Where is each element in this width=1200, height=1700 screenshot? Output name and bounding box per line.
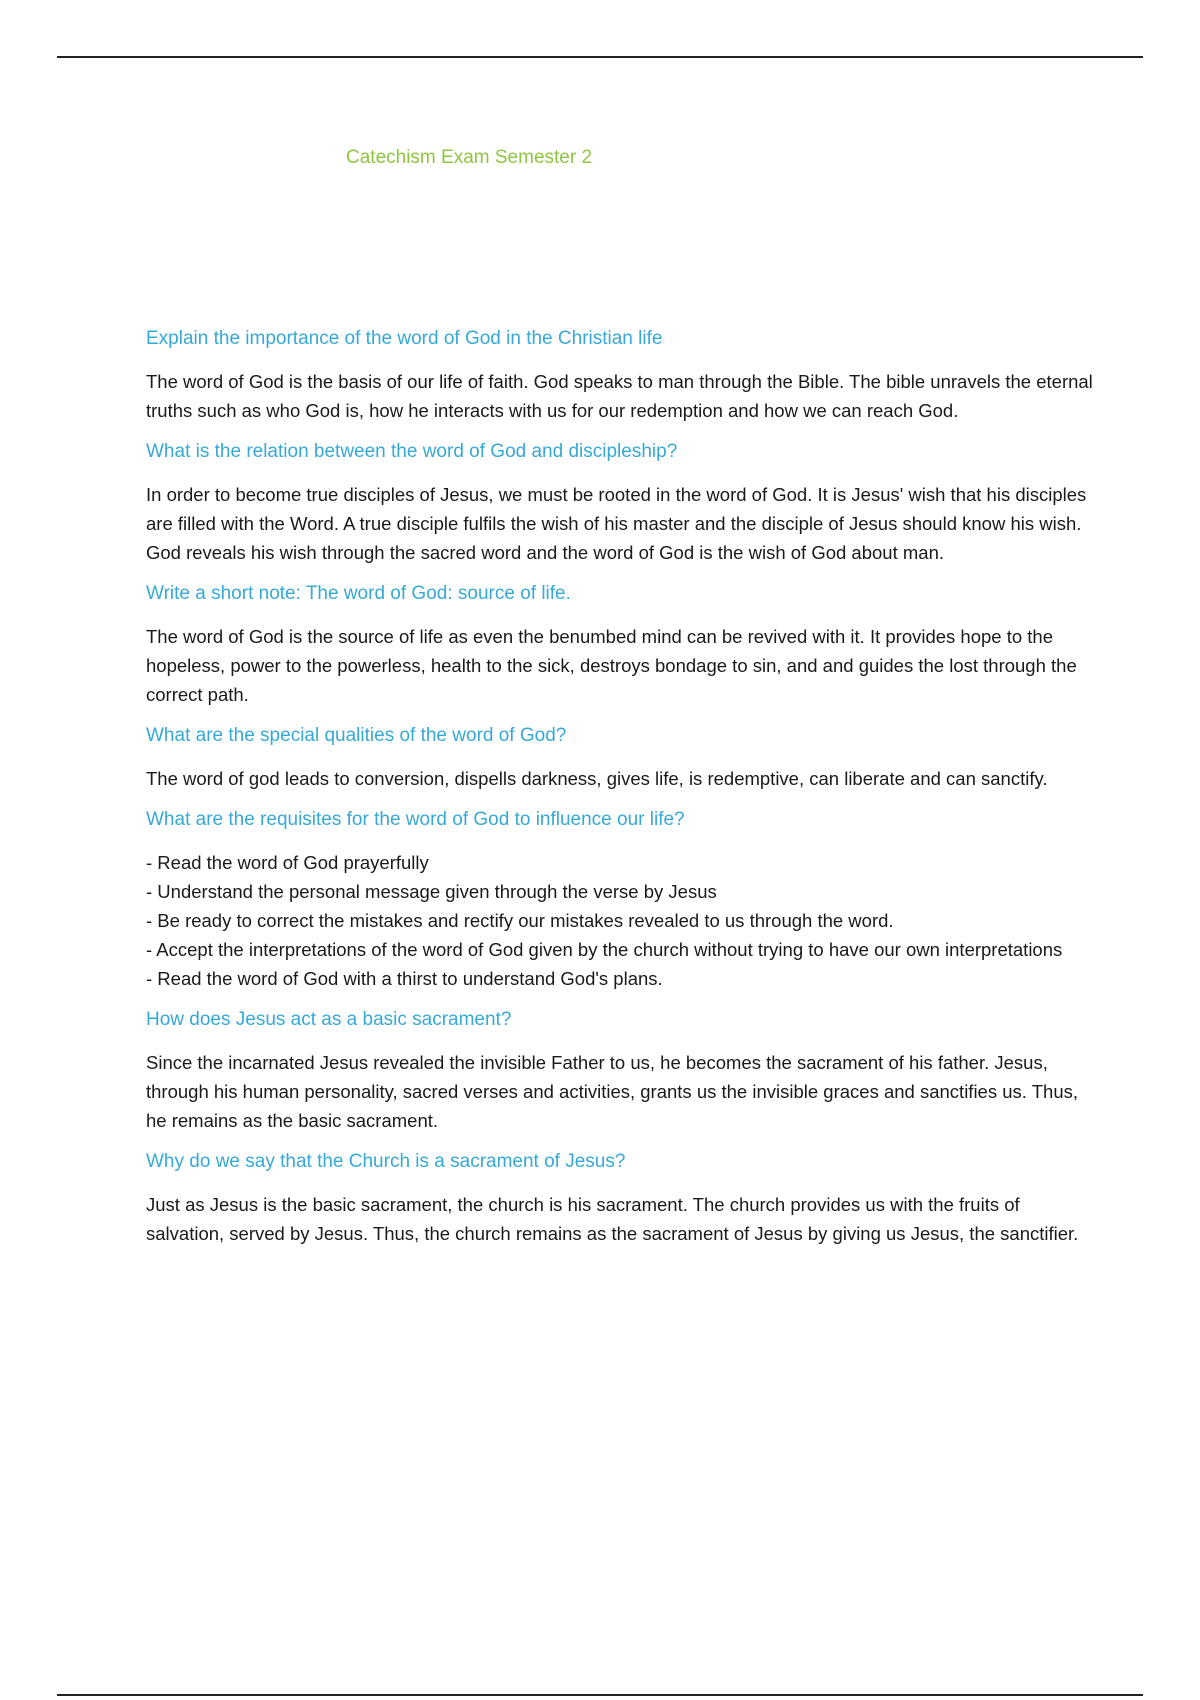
answer-paragraph: The word of God is the source of life as even the benumbed mind can be revived with it. It provides hope to the hopeless, power to the powerless, health to the sick, destroys bondage to sin, and and guides the lost through the correct path. — [146, 626, 1077, 705]
answer-paragraph: Just as Jesus is the basic sacrament, the church is his sacrament. The church provides us with the fruits of salvation, served by Jesus. Thus, the church remains as the sacrament of Jesus by giving us Jesus, the sanctifier. — [146, 1194, 1079, 1244]
question-heading: What are the special qualities of the word of God? — [146, 725, 567, 746]
answer-list-item: - Read the word of God with a thirst to understand God's plans. — [146, 968, 663, 989]
qa-section — [146, 1007, 1096, 1135]
answer-paragraph: The word of god leads to conversion, dispells darkness, gives life, is redemptive, can liberate and can sanctify. — [146, 768, 1048, 789]
question-heading: What is the relation between the word of God and discipleship? — [146, 441, 678, 462]
question-heading: Why do we say that the Church is a sacrament of Jesus? — [146, 1151, 626, 1172]
question-heading: Write a short note: The word of God: source of life. — [146, 583, 571, 604]
question-heading: What are the requisites for the word of God to influence our life? — [146, 809, 685, 830]
answer-list-item: - Be ready to correct the mistakes and rectify our mistakes revealed to us through the word. — [146, 910, 894, 931]
answer-list-item: - Read the word of God prayerfully — [146, 852, 429, 873]
question-heading: Explain the importance of the word of God in the Christian life — [146, 328, 663, 349]
page-top-rule — [57, 56, 1143, 58]
qa-section — [146, 439, 1096, 567]
answer-list-item: - Accept the interpretations of the word of God given by the church without trying to have our own interpretations — [146, 939, 1063, 960]
answer-paragraph: The word of God is the basis of our life of faith. God speaks to man through the Bible. The bible unravels the eternal truths such as who God is, how he interacts with us for our redemption and how we can reach God. — [146, 371, 1093, 421]
answer-paragraph: Since the incarnated Jesus revealed the invisible Father to us, he becomes the sacrament of his father. Jesus, through his human personality, sacred verses and activities, grants us the invisible graces and sanctifies us. Thus, he remains as the basic sacrament. — [146, 1052, 1078, 1131]
answer-paragraph: In order to become true disciples of Jesus, we must be rooted in the word of God. It is Jesus' wish that his disciples are filled with the Word. A true disciple fulfils the wish of his master and the disciple of Jesus should know his wish. God reveals his wish through the sacred word and the word of God is the wish of God about man. — [146, 484, 1087, 563]
qa-section — [146, 723, 1096, 793]
document-body — [146, 326, 1096, 1262]
question-heading: How does Jesus act as a basic sacrament? — [146, 1009, 512, 1030]
qa-section — [146, 1149, 1096, 1248]
answer-list-item: - Understand the personal message given through the verse by Jesus — [146, 881, 717, 902]
answer-list — [146, 848, 1096, 993]
qa-section — [146, 581, 1096, 709]
document-title: Catechism Exam Semester 2 — [346, 147, 593, 168]
page-bottom-rule — [57, 1694, 1143, 1696]
qa-section — [146, 807, 1096, 993]
qa-section — [146, 326, 1096, 425]
